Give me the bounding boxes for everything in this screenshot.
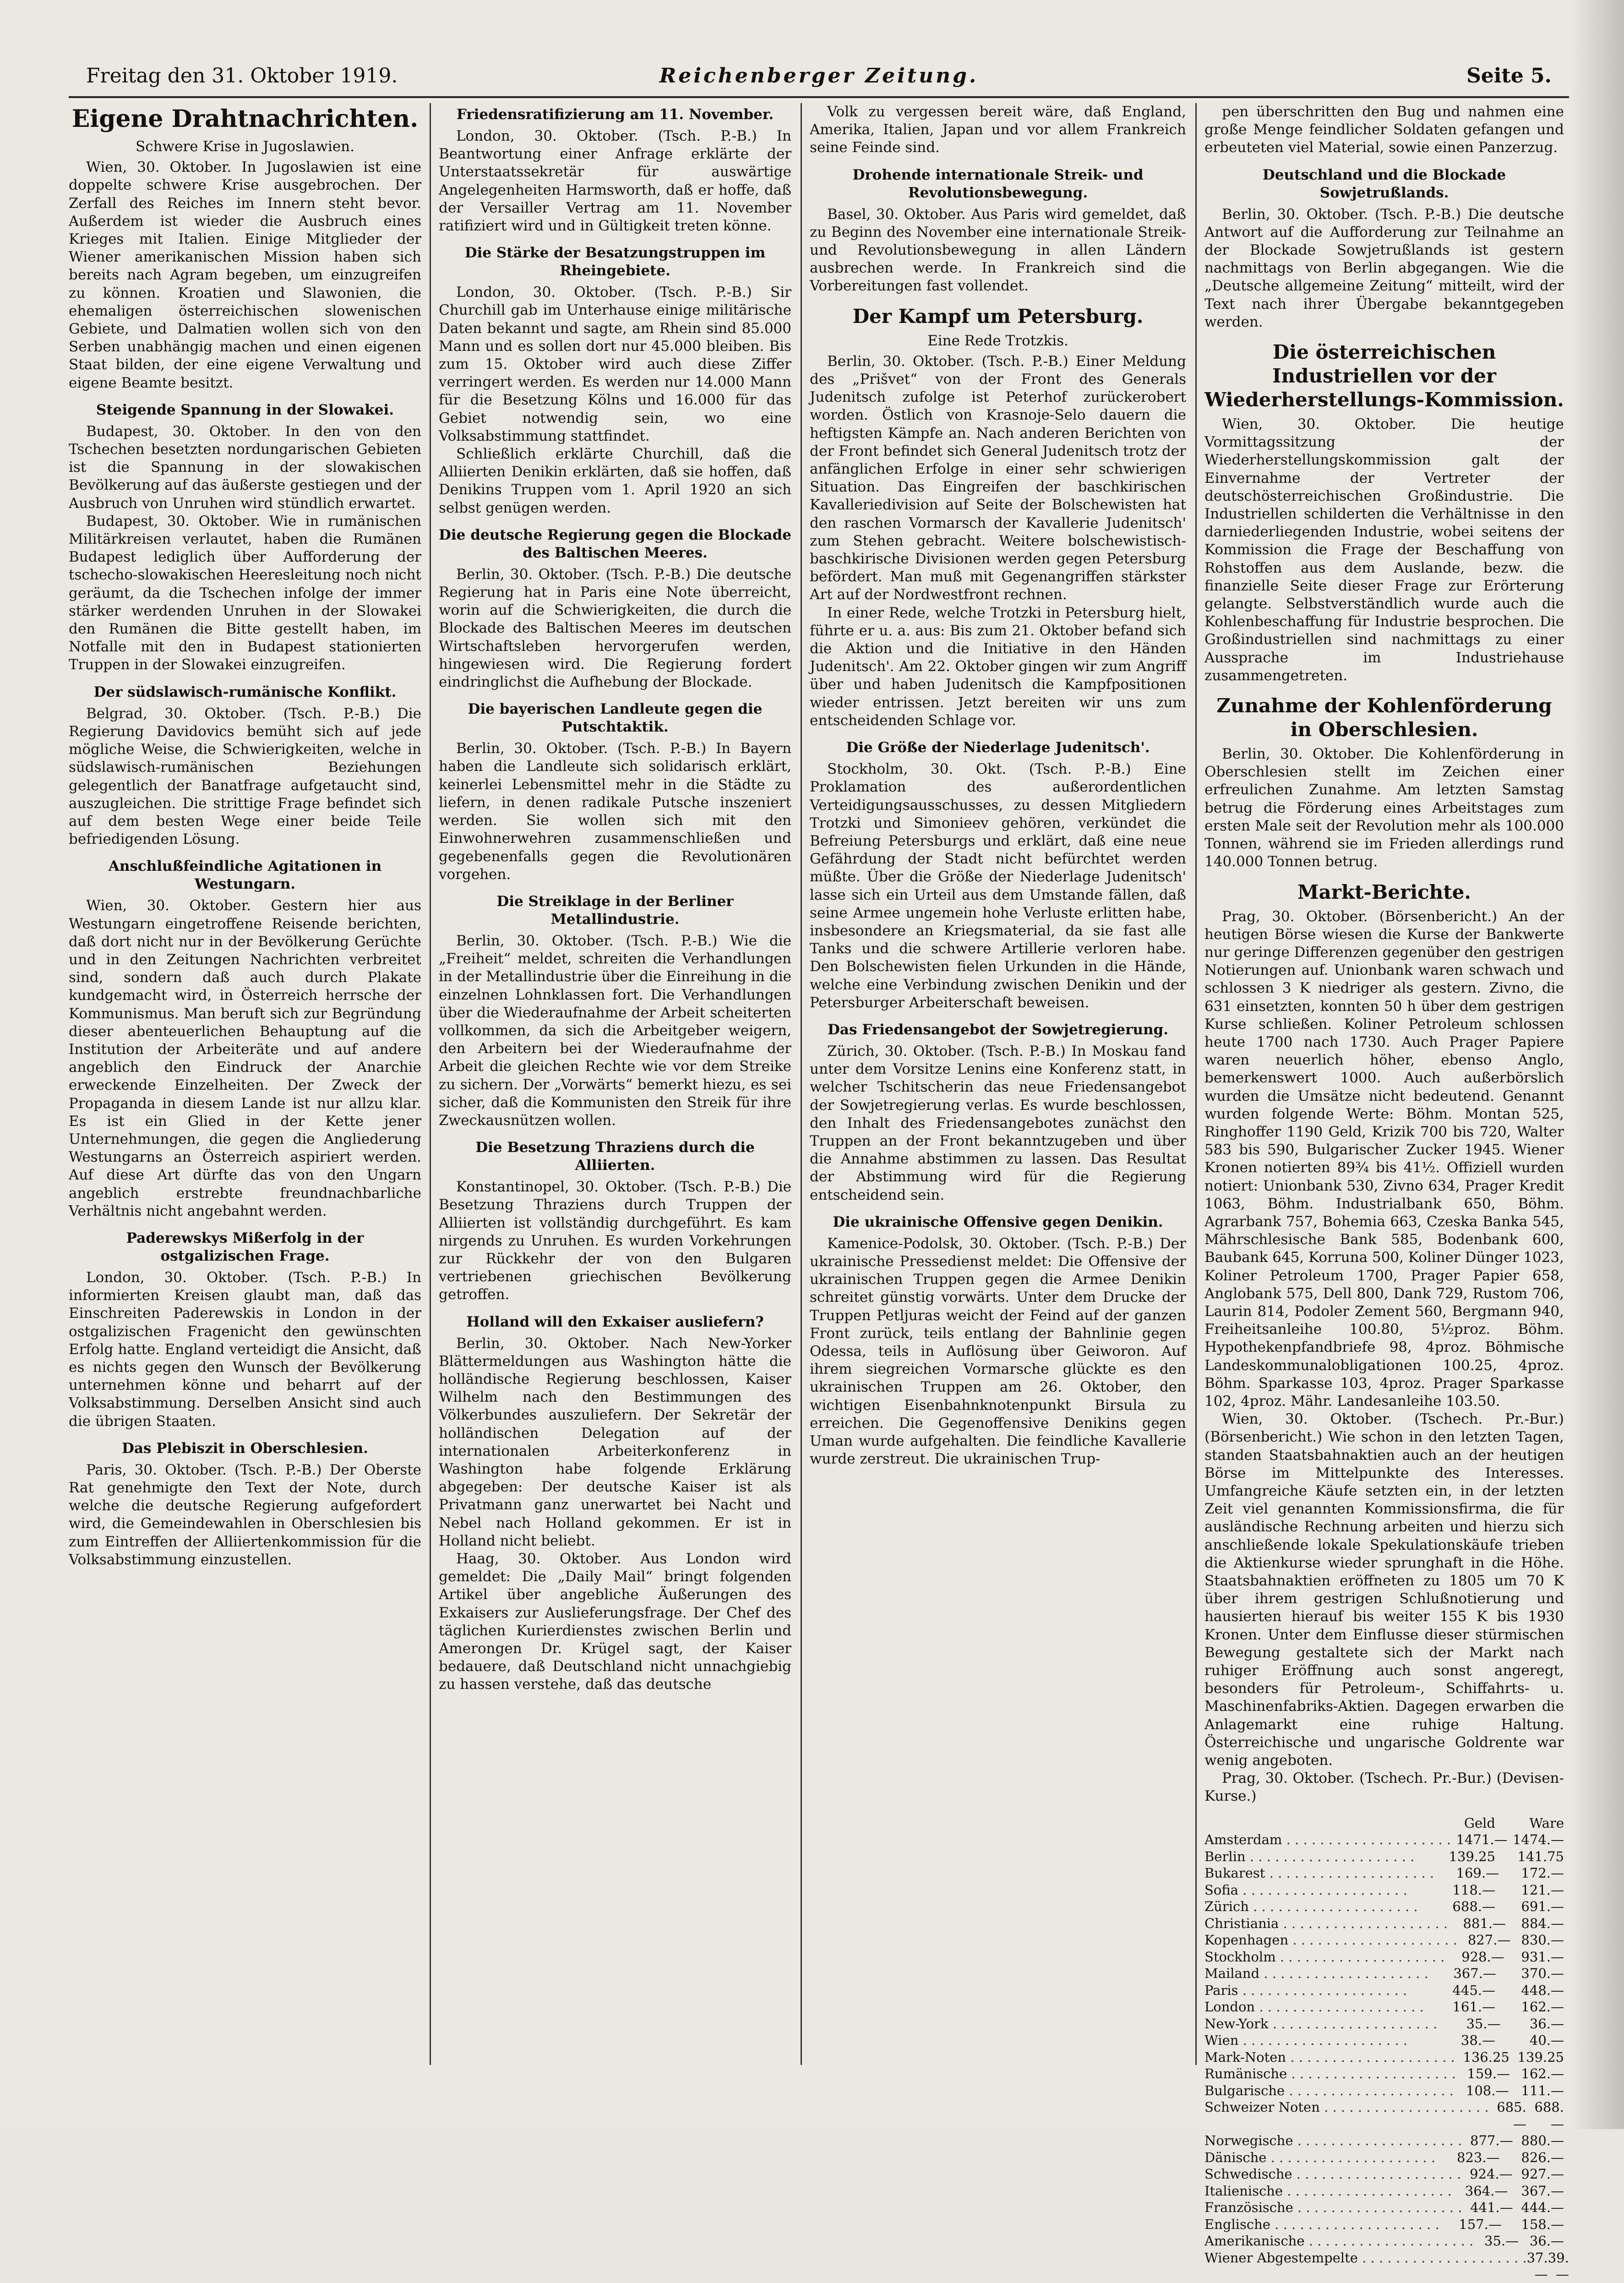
rate-ware: 1474.—	[1512, 1832, 1564, 1848]
currency-name: Bukarest . . .	[1204, 1865, 1434, 1882]
column-1	[69, 103, 421, 2065]
article-headline: Friedensratifizierung am 11. November.	[456, 106, 774, 123]
currency-name: Schwedische . . .	[1204, 2166, 1461, 2183]
article-paragraph: Wien, 30. Oktober. Gestern hier aus Westungarn eingetroffene Reisende berichten, daß dort nicht nur in der Bevölkerung Gerüchte und in den Zeitungen Nachrichten verbreitet sind, sondern daß auch durch Plakate kundgemacht wird, in Österreich herrsche der Kommunismus. Man beruft sich zur Begründung dieser abenteuerlichen Behauptung auf die Institution der Arbeiteräte und auf andere angeblich den Eindruck der Anarchie erweckende Einzelheiten. Der Zweck der Propaganda in diesem Lande ist nur allzu klar. Es ist ein Glied in der Kette jener Unternehmungen, die gegen die Angliederung Westungarns an Österreich aspiriert werden. Auf diese Art dürfte das von den Ungarn angeblich erstrebte freundnachbarliche Verhältnis nicht angebahnt werden.	[69, 897, 421, 1219]
article-body	[439, 1178, 791, 1304]
article-paragraph: Wien, 30. Oktober. In Jugoslawien ist eine doppelte schwere Krise ausgebrochen. Der Zerfall des Reiches im Innern steht bevor. Außerdem ist wieder die Ausbruch eines Krieges mit Italien. Einige Mitglieder der Wiener amerikanischen Mission haben sich bereits nach Agram begeben, um einzugreifen zu können. Kroatien und Slawonien, die ehemaligen österreichischen slowenischen Gebiete, und Dalmatien wollen sich von den Serben unabhängig machen und einen eigenen Staat bilden, der eine eigene Verwaltung und eigene Beamte besitzt.	[69, 159, 421, 391]
rate-geld: 823.—	[1457, 2149, 1500, 2165]
rate-geld: 688.—	[1452, 1899, 1495, 1915]
rate-ware: 162.—	[1521, 2066, 1564, 2082]
rate-geld: 159.—	[1467, 2066, 1510, 2082]
article-paragraph: Berlin, 30. Oktober. (Tsch. P.-B.) In Bayern haben die Landleute sich solidarisch erklärt, keinerlei Lebensmittel mehr in die Städte zu liefern, in denen radikale Putsche inszeniert werden. Sie wollen sich mit den Einwohnerwehren zusammenschließen und gegebenenfalls gegen die Revolutionären vorgehen.	[439, 740, 791, 883]
rate-geld: 37.—	[1526, 2250, 1548, 2283]
rate-row	[1204, 2250, 1569, 2283]
article	[1204, 340, 1564, 685]
rate-ware: 927.—	[1521, 2166, 1564, 2182]
rate-ware: 162.—	[1521, 1999, 1564, 2015]
rate-geld: 35.—	[1484, 2233, 1519, 2249]
rate-rows	[1204, 1831, 1569, 2283]
article-body	[810, 103, 1186, 157]
rate-row	[1204, 1949, 1564, 1966]
rate-geld: 136.25	[1463, 2049, 1510, 2065]
currency-name: Schweizer Noten . . .	[1204, 2099, 1489, 2132]
article-paragraph: Wien, 30. Oktober. Die heutige Vormittagssitzung der Wiederherstellungskommission galt der Einvernahme der Vertreter der deutschösterreichischen Großindustrie. Die Industriellen schilderten die Verhältnisse in den darniederliegenden Industrie, wobei seitens der Kommission die Frage der Beschaffung von Rohstoffen aus dem Auslande, bezw. die finanzielle Seite dieser Frage zur Erörterung gelangte. Selbstverständlich wurde auch die Kohlenbeschaffung für Industrie besprochen. Die Großindustriellen sind nachmittags zu einer Aussprache im Industriehause zusammengetreten.	[1204, 416, 1564, 684]
article-body	[810, 1043, 1186, 1204]
rate-geld: 118.—	[1452, 1882, 1495, 1898]
currency-name: New-York . . .	[1204, 2015, 1437, 2032]
article-headline: Die Größe der Niederlage Judenitsch'.	[846, 739, 1150, 756]
article-body	[69, 423, 421, 674]
rate-row	[1204, 2183, 1564, 2200]
article	[439, 700, 791, 884]
article-paragraph: pen überschritten den Bug und nahmen eine große Menge feindlicher Soldaten gefangen und erbeuteten viel Material, sowie einen Panzerzug.	[1204, 104, 1564, 156]
article-body	[69, 158, 421, 392]
article-body	[69, 705, 421, 849]
rate-row	[1204, 1999, 1564, 2015]
article	[69, 857, 421, 1220]
rate-ware: 39.—	[1548, 2250, 1569, 2283]
rate-geld: 157.—	[1459, 2216, 1502, 2232]
rate-row	[1204, 2015, 1564, 2032]
currency-name: Rumänische . . .	[1204, 2065, 1456, 2082]
currency-name: Amsterdam . . .	[1204, 1831, 1451, 1848]
currency-name: Kopenhagen . . .	[1204, 1932, 1457, 1949]
currency-name: Dänische . . .	[1204, 2149, 1435, 2166]
rate-row	[1204, 1915, 1564, 1932]
rate-geld: 881.—	[1463, 1915, 1506, 1931]
article	[810, 1021, 1186, 1204]
rate-geld: 685.—	[1497, 2099, 1526, 2132]
article-headline: Paderewskys Mißerfolg in der ostgalizischen Frage.	[126, 1229, 364, 1264]
rate-row	[1204, 2082, 1564, 2099]
rate-ware: 121.—	[1521, 1882, 1564, 1898]
currency-name: Mark-Noten . . .	[1204, 2049, 1455, 2066]
currency-name: Bulgarische . . .	[1204, 2082, 1454, 2099]
page-number: Seite 5.	[1466, 64, 1552, 87]
currency-name: Stockholm . . .	[1204, 1949, 1444, 1966]
article	[810, 305, 1186, 730]
rate-ware: 36.—	[1529, 2233, 1564, 2249]
article	[439, 893, 791, 1130]
article-body	[1204, 908, 1564, 1806]
rate-ware: 370.—	[1521, 1966, 1564, 1982]
currency-name: Zürich . . .	[1204, 1898, 1427, 1915]
article-headline: Die österreichischen Industriellen vor der Wiederherstellungs-Kommission.	[1204, 341, 1564, 411]
article	[439, 1139, 791, 1304]
page-edge-shadow	[1569, 0, 1624, 2129]
currency-name: Christiania . . .	[1204, 1915, 1448, 1932]
rate-ware: 172.—	[1521, 1865, 1564, 1881]
header-rule	[69, 96, 1569, 98]
currency-name: Berlin . . .	[1204, 1848, 1427, 1865]
rate-ware: 444.—	[1521, 2200, 1564, 2216]
currency-name: Wiener Abgestempelte . . .	[1204, 2250, 1527, 2283]
article-headline: Das Friedensangebot der Sowjetregierung.	[827, 1021, 1169, 1038]
article	[1204, 694, 1564, 871]
masthead	[78, 64, 1560, 92]
article-body	[439, 127, 791, 235]
article-paragraph: Prag, 30. Oktober. (Tschech. Pr.-Bur.) (Devisen-Kurse.)	[1204, 1770, 1564, 1805]
rate-ware: 158.—	[1521, 2216, 1564, 2232]
rate-row	[1204, 2233, 1564, 2250]
article-paragraph: Berlin, 30. Oktober. (Tsch. P.-B.) Die deutsche Regierung hat in Paris eine Note überreicht, worin auf die Schwierigkeiten, die durch die Blockade des Baltischen Meeres im deutschen Wirtschaftsleben hervorgerufen werden, hingewiesen wird. Die Regierung fordert eindringlichst die Aufhebung der Blockade.	[439, 566, 791, 691]
article	[1204, 103, 1564, 157]
rate-geld: 161.—	[1452, 1999, 1495, 2015]
rate-geld: 1471.—	[1456, 1832, 1508, 1848]
rate-row	[1204, 2132, 1564, 2149]
rate-row	[1204, 2149, 1564, 2166]
rate-geld: 35.—	[1466, 2015, 1501, 2032]
rate-row	[1204, 2032, 1564, 2049]
article	[1204, 880, 1564, 1806]
article-paragraph: Zürich, 30. Oktober. (Tsch. P.-B.) In Moskau fand unter dem Vorsitze Lenins eine Konferenz statt, in welcher Tschitscherin das neue Friedensangebot der Sowjetregierung verlas. Es wurde beschlossen, den Inhalt des Friedensangebotes zunächst den Truppen an der Front bekanntzugeben und über die Annahme abstimmen zu lassen. Das Resultat der Abstimmung wird für die Regierung entscheidend sein.	[810, 1043, 1186, 1203]
rate-geld: 924.—	[1470, 2166, 1513, 2182]
article-paragraph: London, 30. Oktober. (Tsch. P.-B.) Sir Churchill gab im Unterhause einige militärische Daten bekannt und sagte, am Rhein sind 85.000 Mann und es sollen dort nur 45.000 bleiben. Bis zum 15. Oktober wird auch diese Ziffer verringert werden. Es werden nur 14.000 Mann für die Besetzung Kölns und 16.000 für das Gebiet notwendig sein, wo eine Volksabstimmung stattfindet.	[439, 284, 791, 444]
article	[439, 106, 791, 235]
article-headline: Die Besetzung Thraziens durch die Alliierten.	[475, 1139, 755, 1174]
currency-name: Mailand . . .	[1204, 1965, 1428, 1982]
rate-ware: 688.—	[1534, 2099, 1564, 2132]
article-paragraph: Paris, 30. Oktober. (Tsch. P.-B.) Der Oberste Rat genehmigte den Text der Note, durch welche die deutsche Regierung aufgefordert wird, die Gemeindewahlen in Oberschlesien bis zum Eintreffen der Alliiertenkommission für die Volksabstimmung einzustellen.	[69, 1461, 421, 1568]
rate-geld: 169.—	[1456, 1865, 1499, 1881]
rate-ware: 448.—	[1521, 1982, 1564, 1998]
article-paragraph: Basel, 30. Oktober. Aus Paris wird gemeldet, daß zu Beginn des November eine internationale Streik- und Revolutionsbewegung in allen Ländern ausbrechen werde. In Frankreich sind die Vorbereitungen fast vollendet.	[810, 206, 1186, 295]
article	[810, 166, 1186, 295]
column-divider	[801, 103, 802, 2065]
article	[439, 1313, 791, 1694]
article-paragraph: Berlin, 30. Oktober. (Tsch. P.-B.) Die deutsche Antwort auf die Aufforderung zur Teilnahme an der Blockade Sowjetrußlands ist gestern nachmittags von Berlin abgegangen. Wie die „Deutsche allgemeine Zeitung“ mitteilt, wird der Text nach ihrer Übergabe bekanntgegeben werden.	[1204, 206, 1564, 330]
article	[69, 105, 421, 392]
rate-row	[1204, 1865, 1564, 1882]
rate-ware: 111.—	[1521, 2082, 1564, 2098]
article-headline: Die ukrainische Offensive gegen Denikin.	[833, 1213, 1163, 1230]
article-subheadline: Schwere Krise in Jugoslawien.	[135, 138, 355, 155]
rate-ware: 884.—	[1521, 1915, 1564, 1931]
article-headline: Steigende Spannung in der Slowakei.	[96, 401, 394, 418]
article-body	[69, 897, 421, 1220]
rate-geld: 441.—	[1470, 2200, 1513, 2216]
article	[810, 103, 1186, 157]
rate-geld: 877.—	[1470, 2133, 1513, 2149]
rate-row	[1204, 1882, 1564, 1899]
article-paragraph: Berlin, 30. Oktober. Nach New-Yorker Blättermeldungen aus Washington hätte die holländische Regierung beschlossen, Kaiser Wilhelm nach den Bestimmungen des Völkerbundes auszuliefern. Der Sekretär der holländischen Delegation auf der internationalen Arbeiterkonferenz in Washington habe folgende Erklärung abgegeben: Der deutsche Kaiser ist als Privatmann ganz unerwartet bei Nacht und Nebel nach Holland gekommen. Er ist in Holland nicht beliebt.	[439, 1335, 791, 1549]
article-body	[69, 1269, 421, 1431]
article-headline: Die Stärke der Besatzungstruppen im Rheingebiete.	[464, 245, 766, 279]
article-body	[1204, 415, 1564, 685]
rate-row	[1204, 1932, 1564, 1949]
article-paragraph: Haag, 30. Oktober. Aus London wird gemeldet: Die „Daily Mail“ bringt folgenden Artikel über angebliche Äußerungen des Exkaisers zur Auslieferungsfrage. Der Chef des täglichen Kurierdienstes zwischen Berlin und Amerongen Dr. Krügel sagt, der Kaiser bedauere, daß Deutschland nicht unnachgiebig zu hassen verstehe, daß das deutsche	[439, 1551, 791, 1693]
rate-row	[1204, 1965, 1564, 1982]
rate-ware: 830.—	[1521, 1932, 1564, 1948]
article	[810, 1213, 1186, 1469]
currency-name: Norwegische . . .	[1204, 2132, 1462, 2149]
rate-geld: 445.—	[1452, 1982, 1495, 1998]
currency-name: Sofia . . .	[1204, 1882, 1427, 1899]
column-3	[810, 103, 1186, 2065]
rate-ware: 880.—	[1521, 2133, 1564, 2149]
article-paragraph: Budapest, 30. Oktober. Wie in rumänischen Militärkreisen verlautet, haben die Rumänen Budapest lediglich über Aufforderung der tschecho-slowakischen Heeresleitung noch nicht geräumt, da die Tschechen infolge der immer stärker werdenden Unruhen in der Slowakei den Rumänen die Bitte gestellt haben, im Notfalle mit den in Budapest stationierten Truppen in der Slowakei einzugreifen.	[69, 513, 421, 673]
rate-geld: 827.—	[1467, 1932, 1511, 1948]
rate-table-header	[1204, 1815, 1564, 1832]
rate-row	[1204, 2065, 1564, 2082]
article-headline: Holland will den Exkaiser ausliefern?	[466, 1313, 764, 1330]
currency-name: Italienische . . .	[1204, 2183, 1452, 2200]
article-body	[439, 1335, 791, 1694]
rate-geld: 38.—	[1461, 2032, 1495, 2048]
article-headline: Der südslawisch-rumänische Konflikt.	[93, 683, 397, 700]
rate-geld: 108.—	[1466, 2082, 1509, 2098]
currency-name: Paris . . .	[1204, 1982, 1427, 1999]
article-paragraph: Berlin, 30. Oktober. (Tsch. P.-B.) Einer Meldung des „Prišvet“ von der Front des Generals Judenitsch zufolge ist Peterhof zurückerobert worden. Östlich von Krasnoje-Selo dauern die heftigsten Kämpfe an. Nach anderen Berichten von der Front befindet sich General Judenitsch trotz der anfänglichen Erfolge in einer sehr schwierigen Situation. Das Eingreifen der baschkirischen Kavalleriedivision auf Seite der Bolschewisten hat den raschen Vormarsch der Kavallerie Judenitsch' zum Stehen gebracht. Weitere bolschewistisch-baschkirische Divisionen werden gegen Petersburg befördert. Man muß mit Gegenangriffen stärkster Art auf der Nordwestfront rechnen.	[810, 353, 1186, 603]
rate-geld: 928.—	[1461, 1949, 1504, 1965]
article-paragraph: Belgrad, 30. Oktober. (Tsch. P.-B.) Die Regierung Davidovics bemüht sich auf jede mögliche Weise, die Schwierigkeiten, welche in südslawisch-rumänischen Beziehungen gelegentlich der Banatfrage aufgetaucht sind, auszugleichen. Die strittige Frage befindet sich auf dem besten Wege einer beide Teile befriedigenden Lösung.	[69, 705, 421, 848]
rate-ware: 826.—	[1521, 2149, 1564, 2165]
article-paragraph: London, 30. Oktober. (Tsch. P.-B.) In Beantwortung einer Anfrage erklärte der Unterstaatssekretär für auswärtige Angelegenheiten Harmsworth, daß er hoffe, daß der Versailler Vertrag am 11. November ratifiziert wird und in Gültigkeit treten könne.	[439, 128, 791, 235]
rate-ware: 139.25	[1517, 2049, 1564, 2065]
rate-row	[1204, 2166, 1564, 2183]
article-body	[810, 206, 1186, 295]
article-paragraph: Stockholm, 30. Okt. (Tsch. P.-B.) Eine Proklamation des außerordentlichen Verteidigungsausschusses, zu dessen Mitgliedern Trotzki und Simonieev gehören, verkündet die Befreiung Petersburgs und erklärt, daß eine neue Gefährdung der Stadt nicht befürchtet werden müßte. Über die Größe der Niederlage Judenitsch' lasse sich ein Urteil aus dem Umstande fällen, daß seine Armee ungemein hohe Verluste erlitten habe, insbesondere an Kriegsmaterial, da sie fast alle Tanks und die schwere Artillerie verloren habe. Den Bolschewisten fielen Urkunden in die Hände, welche eine Verbindung zwischen Denikin und der Petersburger Arbeiterschaft beweisen.	[810, 761, 1186, 1011]
article-body	[1204, 103, 1564, 157]
article	[439, 244, 791, 517]
header-ware: Ware	[1529, 1815, 1564, 1831]
rate-row	[1204, 2049, 1564, 2066]
column-2	[439, 103, 791, 2065]
article	[69, 1440, 421, 1569]
article	[69, 683, 421, 849]
column-4-articles	[1204, 103, 1564, 1806]
article-paragraph: Berlin, 30. Oktober. Die Kohlenförderung in Oberschlesien stellt im Zeichen einer erfreulichen Zunahme. Am letzten Samstag betrug die Förderung eines Arbeitstages zum ersten Male seit der Revolution mehr als 100.000 Tonnen, während sie im Frieden allerdings rund 140.000 Tonnen betrug.	[1204, 746, 1564, 870]
rate-row	[1204, 1831, 1564, 1848]
issue-date: Freitag den 31. Oktober 1919.	[86, 64, 398, 87]
column-divider	[430, 103, 431, 2065]
column-4	[1204, 103, 1569, 2283]
article-body	[439, 566, 791, 691]
rate-geld: 367.—	[1453, 1966, 1496, 1982]
currency-name: London . . .	[1204, 1999, 1427, 2015]
article-headline: Zunahme der Kohlenförderung in Oberschlesien.	[1216, 694, 1552, 741]
currency-name: Amerikanische . . .	[1204, 2233, 1473, 2250]
article-headline: Anschlußfeindliche Agitationen in Westungarn.	[108, 858, 382, 893]
rate-row	[1204, 2199, 1564, 2216]
article-paragraph: In einer Rede, welche Trotzki in Petersburg hielt, führte er u. a. aus: Bis zum 21. Oktober befand sich die Aktion und die Initiative in den Händen Judenitsch'. Am 22. Oktober gingen wir zum Angriff über und haben Judenitsch die Kampfpositionen wieder entrissen. Jetzt bereiten wir uns zum entscheidenden Schlage vor.	[810, 604, 1186, 729]
article-paragraph: Wien, 30. Oktober. (Tschech. Pr.-Bur.) (Börsenbericht.) Wie schon in den letzten Tagen, standen Staatsbahnaktien auch an der heutigen Börse im Mittelpunkte des Interesses. Umfangreiche Käufe setzten ein, in der letzten Zeit viel genannten Kommissionsfirma, die für ausländische Rechnung arbeiten und hierzu sich anschließende lokale Spekulationskäufe trieben die Aktienkurse wieder sprunghaft in die Höhe. Staatsbahnaktien eröffneten zu 1805 um 70 K über ihrem gestrigen Schlußnotierung und hausierten hierauf bis weiter 155 K bis 1930 Kronen. Unter dem Einflusse dieser stürmischen Bewegung gestaltete sich der Markt nach ruhiger Eröffnung auch sonst angeregt, besonders für Petroleum-, Schiffahrts- u. Maschinenfabriks-Aktien. Dagegen erwarben die Anlagemarkt eine ruhige Haltung. Österreichische und ungarische Goldrente war wenig angeboten.	[1204, 1411, 1564, 1769]
newspaper-title: Reichenberger Zeitung.	[659, 64, 979, 87]
article-body	[810, 760, 1186, 1012]
article-body	[810, 353, 1186, 730]
article-paragraph: Konstantinopel, 30. Oktober. (Tsch. P.-B.) Die Besetzung Thraziens durch Truppen der Alliierten ist vollständig durchgeführt. Es kam nirgends zu Unruhen. Es wurden Vorkehrungen zur Rückkehr der von den Bulgaren vertriebenen griechischen Bevölkerung getroffen.	[439, 1179, 791, 1303]
rate-geld: 364.—	[1465, 2183, 1508, 2199]
article-body	[810, 1235, 1186, 1469]
rate-row	[1204, 2099, 1564, 2132]
article-headline: Eigene Drahtnachrichten.	[71, 105, 419, 133]
rate-ware: 36.—	[1529, 2015, 1564, 2032]
article	[69, 401, 421, 674]
article-paragraph: Berlin, 30. Oktober. (Tsch. P.-B.) Wie die „Freiheit“ meldet, schreiten die Verhandlungen in der Metallindustrie über die Einreihung in die einzelnen Lohnklassen fort. Die Verhandlungen über die Wiederaufnahme der Arbeit scheiterten vollkommen, da sich die Arbeitgeber weigern, den Arbeitern bei der Wiederaufnahme der Arbeit die gleichen Rechte wie vor dem Streike zu sichern. Der „Vorwärts“ bemerkt hiezu, es sei sicher, daß die Kommunisten den Streik für ihre Zweckausnützen wollen.	[439, 932, 791, 1129]
rate-ware: 40.—	[1529, 2032, 1564, 2048]
article-paragraph: Budapest, 30. Oktober. In den von den Tschechen besetzten nordungarischen Gebieten ist die Spannung in der slowakischen Bevölkerung auf das äußerste gestiegen und der Ausbruch von Unruhen wird stündlich erwartet.	[69, 423, 421, 512]
article-body	[69, 1461, 421, 1569]
rate-ware: 367.—	[1521, 2183, 1564, 2199]
article-headline: Das Plebiszit in Oberschlesien.	[122, 1440, 368, 1457]
article-body	[439, 740, 791, 884]
article	[69, 1229, 421, 1431]
article-headline: Die Streiklage in der Berliner Metallindustrie.	[496, 893, 734, 928]
article-paragraph: Schließlich erklärte Churchill, daß die Alliierten Denikin erklärten, daß sie hoffen, daß Denikins Truppen vom 1. April 1920 an sich selbst genügen werden.	[439, 446, 791, 516]
article-body	[1204, 745, 1564, 871]
rate-ware: 931.—	[1521, 1949, 1564, 1965]
article-headline: Die bayerischen Landleute gegen die Putschtaktik.	[468, 701, 763, 736]
article	[810, 739, 1186, 1012]
rate-ware: 691.—	[1521, 1899, 1564, 1915]
header-geld: Geld	[1464, 1815, 1495, 1831]
article	[1204, 166, 1564, 331]
column-divider	[1195, 103, 1197, 2065]
article-paragraph: London, 30. Oktober. (Tsch. P.-B.) In informierten Kreisen glaubt man, daß das Einschreiten Paderewskis in London in der ostgalizischen Fragenicht den gewünschten Erfolg hatte. England verteidigt die Ansicht, daß es nichts gegen den Wunsch der Bevölkerung unternehmen könne und beharrt auf der Volksabstimmung. Derselben Ansicht sind auch die übrigen Staaten.	[69, 1269, 421, 1430]
rate-row	[1204, 1982, 1564, 1999]
rate-ware: 141.75	[1517, 1848, 1564, 1864]
article-headline: Die deutsche Regierung gegen die Blockade des Baltischen Meeres.	[439, 526, 791, 561]
currency-name: Französische . . .	[1204, 2199, 1462, 2216]
rate-row	[1204, 1898, 1564, 1915]
currency-name: Wien . . .	[1204, 2032, 1427, 2049]
article-body	[439, 284, 791, 517]
article-headline: Markt-Berichte.	[1297, 880, 1471, 903]
exchange-rate-table	[1204, 1815, 1569, 2283]
rate-row	[1204, 1848, 1564, 1865]
article-body	[1204, 206, 1564, 331]
currency-name: Englische . . .	[1204, 2216, 1439, 2233]
article-headline: Drohende internationale Streik- und Revolutionsbewegung.	[852, 166, 1144, 201]
rate-geld: 139.25	[1449, 1848, 1495, 1864]
article-paragraph: Prag, 30. Oktober. (Börsenbericht.) An der heutigen Börse wiesen die Kurse der Bankwerte nur geringe Differenzen gegenüber den gestrigen Notierungen auf. Unionbank waren schwach und schlossen 3 K niedriger als gestern. Zivno, die 631 einsetzten, konnten 50 h über dem gestrigen Kurse schließen. Koliner Petroleum schlossen heute 1700 nach 1730. Auch Prager Papiere waren neuerlich höher, ebenso Anglo, bemerkenswert 1000. Auch außerbörslich wurden die Umsätze nicht bedeutend. Genannt wurden folgende Werte: Böhm. Montan 525, Ringhoffer 1190 Geld, Krizik 700 bis 720, Walter 583 bis 590, Bulgarischer Zucker 1945. Wiener Kronen notierten 89¾ bis 41½. Offiziell wurden notiert: Unionbank 530, Zivno 634, Prager Kredit 1063, Böhm. Industrialbank 650, Böhm. Agrarbank 757, Bohemia 663, Czeska Banka 545, Mährschlesische Bank 585, Bodenbank 600, Baubank 645, Korruna 500, Koliner Dünger 1023, Koliner Petroleum 1700, Prager Papier 658, Anglobank 575, Dell 800, Dank 729, Rustom 706, Laurin 814, Podoler Zement 560, Bergmann 940, Freiheitsanleihe 100.80, 5½proz. Böhm. Hypothekenpfandbriefe 98, 4proz. Böhmische Landeskommunalobligationen 100.25, 4proz. Böhm. Sparkasse 103, 4proz. Prager Sparkasse 102, 4proz. Mähr. Landesanleihe 103.50.	[1204, 908, 1564, 1409]
article	[439, 526, 791, 691]
article-body	[439, 932, 791, 1130]
rate-row	[1204, 2216, 1564, 2233]
article-subheadline: Eine Rede Trotzkis.	[927, 332, 1068, 349]
article-paragraph: Kamenice-Podolsk, 30. Oktober. (Tsch. P.-B.) Der ukrainische Pressedienst meldet: Die Offensive der ukrainischen Truppen gegen die Armee Denikin schreitet günstig vorwärts. Unter dem Drucke der Truppen Petljuras weicht der Feind auf der ganzen Front zurück, teils entlang der Bahnlinie gegen Odessa, teils in Auflösung über Geiworon. Auf ihrem siegreichen Vormarsche glückte es den ukrainischen Truppen am 26. Oktober, den wichtigen Eisenbahnknotenpunkt Birsula zu erreichen. Die Gegenoffensive Denikins gegen Uman wurde aufgehalten. Die feindliche Kavallerie wurde zerstreut. Die ukrainischen Trup-	[810, 1235, 1186, 1468]
article-headline: Deutschland und die Blockade Sowjetrußlands.	[1262, 166, 1506, 201]
article-paragraph: Volk zu vergessen bereit wäre, daß England, Amerika, Italien, Japan und vor allem Frankreich seine Feinde sind.	[810, 104, 1186, 156]
article-headline: Der Kampf um Petersburg.	[852, 305, 1144, 328]
